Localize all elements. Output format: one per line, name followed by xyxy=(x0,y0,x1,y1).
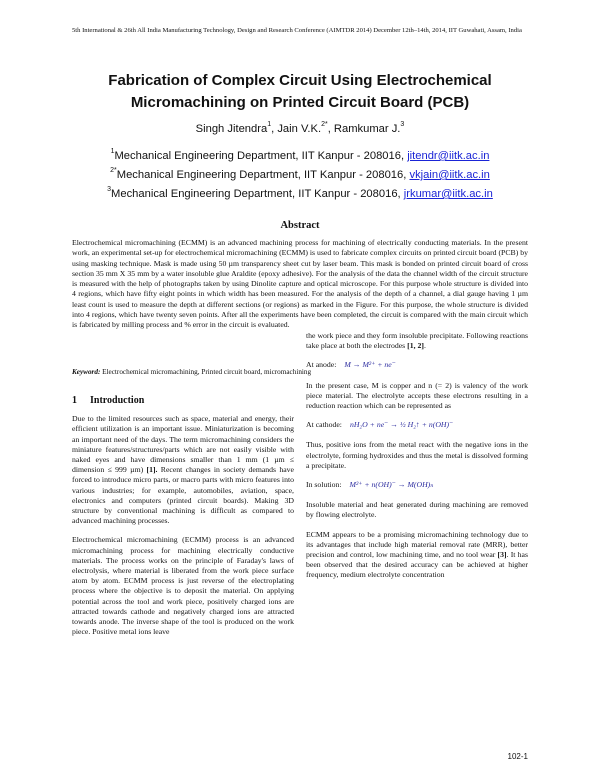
author-sup: 2* xyxy=(321,121,328,129)
author-name: Singh Jitendra xyxy=(195,123,268,135)
paragraph-text: ECMM appears to be a promising micromachining technology due to its advantages that include high material removal rate (MRR), better precision and control, low machining time, and no tool wear xyxy=(306,529,528,560)
paragraph xyxy=(306,530,528,581)
affiliation-sup: 1 xyxy=(110,148,115,156)
author-sup: 1 xyxy=(267,121,272,129)
paragraph xyxy=(306,331,528,351)
citation-ref: [1, 2] xyxy=(407,341,424,351)
solution-equation xyxy=(306,480,528,490)
citation-ref: [1]. xyxy=(146,465,158,475)
paragraph-text: Recent changes in society demands have forced to introduce micro parts, or macro parts with micro features into various industries; for example, automobiles, aviation, space, electronics and computers (printed circuit boards). Making 3D structure by conventional machining is difficult as compared to advanced machining processes. xyxy=(72,465,294,526)
affiliation-sup: 2* xyxy=(110,167,117,175)
section-title: Introduction xyxy=(90,395,145,406)
right-column xyxy=(306,331,528,590)
paragraph: In the present case, M is copper and n (= 2) is valency of the work piece material. The electrolyte accepts these electrons resulting in a reduction reaction which can be represented as xyxy=(306,380,528,411)
abstract-body: Electrochemical micromachining (ECMM) is an advanced machining process for machining of electrically conducting materials. In the present work, an experimental set-up for electrochemical micromachining (ECMM) is used to fabricate complex circuits on printed circuit board (PCB) by using masking technique. Mask is made using 50 µm transparency sheet cut by laser beam. This mask is bonded on printed circuit board of cross section 35 mm X 35 mm by a water insoluble glue Araldite (epoxy adhesive). For the analysis of the data the channel width of the circuit structure is measured with the help of photographs taken by using Dinolite capture and optical microscope. For this purpose whole structure is divided into 4 regions, which have fifty eight points in which width has been measured. For the analysis of the depth of a channel, a dial gauge having 1 µm least count is used to measure the depth at different sections (or regions) as marked in the Figure. For this purpose, the whole structure is divided into 4 regions, which have twenty seven points. After all the experiments have been completed, the circuit is compared with the main circuit which is fabricated by milling process and % error in the circuit is evaluated. xyxy=(72,238,528,330)
affiliation-text: Mechanical Engineering Department, IIT Kanpur - 208016, xyxy=(116,169,410,181)
paragraph: Electrochemical micromachining (ECMM) process is an advanced micromachining process for machining electrically conductive materials. The process works on the principle of Faraday's laws of electrolysis, where material is liberated from the work piece surface atom by atom. ECMM process is just reverse of the electroplating process where the objective is to deposit the material. On applying potential across the tool and work piece, positively charged ions are attracted towards cathode and negatively charged ions are attracted towards anode. The inverse shape of the tool is produced on the work piece. Positive metal ions leave xyxy=(72,535,294,637)
equation-formula: M²⁺ + n(OH)⁻ → M(OH)ₙ xyxy=(349,480,434,490)
affiliation-3 xyxy=(60,188,540,200)
paragraph-text: the work piece and they form insoluble precipitate. Following reactions take place at both the electrodes xyxy=(306,331,528,351)
paragraph: Thus, positive ions from the metal react with the negative ions in the electrolyte, forming hydroxides and thus the metal is dissolved forming a precipitate. xyxy=(306,440,528,470)
section-heading xyxy=(72,396,294,406)
author-sup: 3 xyxy=(400,121,405,129)
affiliation-1 xyxy=(60,150,540,162)
keywords-label: Keyword: xyxy=(72,368,101,376)
cathode-equation xyxy=(306,420,528,430)
affiliation-sup: 3 xyxy=(107,186,112,194)
paragraph-text: . xyxy=(423,341,426,351)
paragraph-text: Due to the limited resources such as space, material and energy, their efficient utilization is an important issue. Miniaturization is becoming an important need of the days. The term micromachining considers the miniature features/structures/parts which are not easily visible with naked eyes and have dimensions smaller than 1 mm (1 µm ≤ dimension ≤ 999 µm) xyxy=(72,414,294,475)
citation-ref: [3] xyxy=(497,550,507,560)
equation-formula: nH₂O + ne⁻ → ½ H₂↑ + n(OH)⁻ xyxy=(349,420,454,430)
affiliation-2 xyxy=(60,169,540,181)
conference-header xyxy=(72,26,528,35)
equation-formula: M → M²⁺ + ne⁻ xyxy=(344,360,396,370)
title-line-2: Micromachining on Printed Circuit Board (PCB) xyxy=(130,94,470,111)
section-number: 1 xyxy=(72,395,77,406)
page-number: 102-1 xyxy=(507,752,528,761)
paragraph: Insoluble material and heat generated during machining are removed by flowing electrolyte. xyxy=(306,500,528,520)
author-name: Ramkumar J. xyxy=(333,123,401,135)
author-name: Jain V.K. xyxy=(277,123,322,135)
conference-header-text: 5th International & 26th All India Manufacturing Technology, Design and Research Conference (AIMTDR 2014) December 12th–14th, 2014, IIT Guwahati, Assam, India xyxy=(72,27,522,34)
abstract-heading: Abstract xyxy=(280,220,320,231)
email-link[interactable]: vkjain@iitk.ac.in xyxy=(409,169,490,181)
email-link[interactable]: jrkumar@iitk.ac.in xyxy=(403,188,493,200)
paragraph xyxy=(72,414,294,526)
paragraph-text: . It has been observed that the desired accuracy can be achieved at higher frequency, medium electrolyte concentration xyxy=(306,550,528,580)
anode-equation xyxy=(306,360,528,370)
equation-label: In solution: xyxy=(306,480,342,490)
equation-label: At cathode: xyxy=(306,420,342,430)
keywords-text: Electrochemical micromachining, Printed circuit board, micromachining xyxy=(100,368,312,376)
email-link[interactable]: jitendr@iitk.ac.in xyxy=(407,150,490,162)
affiliation-text: Mechanical Engineering Department, IIT Kanpur - 208016, xyxy=(114,150,408,162)
equation-label: At anode: xyxy=(306,360,337,370)
author-list: Singh Jitendra$^1$, Jain V.K.$^{2*}$, Ramkumar J.$^3$ xyxy=(195,121,405,135)
paper-title xyxy=(60,70,540,114)
left-column xyxy=(72,396,294,646)
affiliation-text: Mechanical Engineering Department, IIT Kanpur - 208016, xyxy=(111,188,404,200)
title-line-1: Fabrication of Complex Circuit Using Electrochemical xyxy=(108,72,492,89)
